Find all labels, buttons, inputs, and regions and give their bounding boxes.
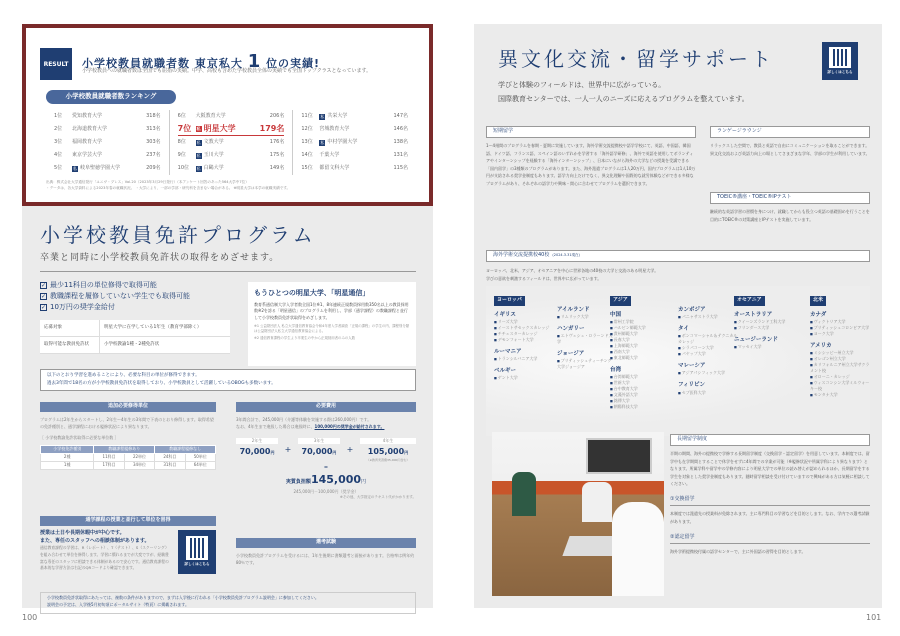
university-item: ■ カリフォルニア州立大学サクラメント校 <box>810 362 870 374</box>
region-tag: アジア <box>610 296 631 306</box>
qr-code-icon <box>186 536 209 560</box>
ranking-row: 10位 私 白鷗大学 149名 <box>177 164 285 171</box>
university-item: ■ ハルビン師範大学 <box>610 325 672 331</box>
ranking-row: 12位 宮城教育大学 146名 <box>301 125 409 132</box>
costs-section: 必要費用 3年間合計で、245,000円（介護等体験を実施する際は260,000円）です。 なお、4年生まで進級した場合は進級時に、100,000円の奨学金が給付されます。 2年生 70,000円 + 3年生 70,000円 + 4年生 105,000円 （※教育実習費35,000円含む） = 実質負担額145,000円 245,000円－100,000円（奨学金） ※その他、大学指定のテキスト代がかかります。 <box>236 403 416 499</box>
university-item: ■ 台湾師範大学 <box>610 374 672 380</box>
country-name: フィリピン <box>678 382 706 389</box>
cost-item: 3年生 70,000円 <box>298 438 340 458</box>
university-item: ■ 文藻外語大学 <box>610 392 672 398</box>
study-section: 通学課程の授業と並行して単位を習得 授業は土日や長期休暇中が中心です。 また、専任のスタッフへの相談体制があります。 通信教育課程の学習は、R（レポート）、T（テスト）、S（スクーリング）を組み合わせて単位を修得します。学習に慣れるまでが大変ですが、経験豊富な専任のスタッフに相談できる体制があるので安心です。通信教育課程の基本的な学習方法は右記のQRコードより確認できます。 詳しくはこちら <box>40 516 216 574</box>
university-item: ■ デモンフォート大学 <box>494 337 551 343</box>
tokyo-private-icon: 私 <box>320 113 325 119</box>
ranking-row: 13位 私 中村学園大学 138名 <box>301 138 409 145</box>
page-title: 異文化交流・留学サポート <box>498 47 774 71</box>
university-item: ■ リーズ大学 <box>494 319 551 325</box>
right-page <box>474 24 882 608</box>
university-item: ■ エトヴェシュ・ロラーンド大学 <box>557 333 614 345</box>
region-tag: 北米 <box>810 296 826 306</box>
result-box <box>22 24 433 206</box>
exam-section: 選考試験 小学校教員免許プログラムを受けるには、1年生後期に書類選考と面接があります。合格率は例年約80％です。 <box>236 539 415 566</box>
long-term-section: 長期留学制度 半期の期間、海外の提携校で学修する長期留学制度（交換留学・認定留学）を用意しています。本制度では、留学中も在学期間とすることで休学をせずに4年間での卒業が可能（※履修状況や所属学科により異なります）となります。所属学科や留学中の学修内容により明星大学での単位の読み替えが認められるほか、長期留学をする学生を対象とした奨学金制度もあります。随時留学相談を受け付けていますので興味がある方は気軽に相談してください。 ①交換留学 本制度では派遣先の授業料が免除されます。主に専門科目の学習などを目的とします。なお、学内での選考試験があります。 ②認定留学 海外学術提携校付属の語学センターで、主に外国語の習得を目的とします。 <box>670 434 870 556</box>
ranking-row: 2位 北海道教育大学 313名 <box>54 125 161 132</box>
country-name: ベルギー <box>494 368 517 374</box>
ranking-label: 小学校教員就職者数ランキング <box>46 90 176 104</box>
tokyo-private-icon: 私 <box>73 165 77 171</box>
ranking-row: 11位 私 共栄大学 147名 <box>301 112 409 119</box>
university-item: ■ ウィスコンシン大学ミルウォーキー校 <box>810 380 870 392</box>
university-item: ■ フリンダース大学 <box>734 325 804 331</box>
notice-box: 以下のとおり学習を進めることにより、必要な科目の単位が修得できます。 過去3年間で18名の方が小学校教員免許状を取得しており、小学校教員として活躍しているOBOGも多数います。 <box>40 369 416 391</box>
university-item: ■ アジアパシフィック大学 <box>678 370 740 376</box>
ranking-row: 3位 福岡教育大学 303名 <box>54 138 161 145</box>
result-title: 小学校教員就職者数 東京私大 1 位の実績! <box>82 51 321 72</box>
country-name: ニュージーランド <box>734 336 778 343</box>
university-item: ■ ボンコマーシャル＆テクニカルカレッジ <box>678 333 740 345</box>
university-item: ■ ブリティッシュティーチング大学ジョージア <box>557 358 614 370</box>
country-name: オーストラリア <box>734 311 773 318</box>
toeic-section: TOEIC®講座・TOEIC®IPテスト 継続的な英語学習の習慣を身につけ、就職してからも役立つ英語の基礎固めを行うことを目的にTOEIC®の対策講座とIPテストを実施しています。 <box>710 192 870 223</box>
ranking-column <box>46 110 170 175</box>
university-item: ■ 上海師範大学 <box>610 343 672 349</box>
page-number-right: 101 <box>866 613 882 622</box>
university-item: ■ 銘傳大学 <box>610 398 672 404</box>
qr-code-link[interactable]: 詳しくはこちら <box>822 42 858 80</box>
checkbox-icon: ✓ <box>41 304 47 311</box>
university-item: ■ ブリティッシュコロンビア大学 <box>810 325 870 331</box>
left-page <box>22 24 433 608</box>
university-item: ■ リムリック大学 <box>557 314 614 320</box>
university-item: ■ マッセイ大学 <box>734 344 804 350</box>
university-item: ■ モンタナ大学 <box>810 392 870 398</box>
ranking-row: 6位 大阪教育大学 206名 <box>177 112 285 119</box>
region-tag: オセアニア <box>734 296 765 306</box>
region-europe <box>494 296 614 381</box>
country-name: タイ <box>678 325 689 332</box>
country-name: 台湾 <box>610 366 622 373</box>
country-name: マレーシア <box>678 363 706 369</box>
university-item: ■ イーストサセックスカレッジ <box>494 325 551 331</box>
lounge-section: ランゲージラウンジ リラックスした空間で、教員と英語で自由にコミュニケーションを取ることができます。異文化交流および英語力向上の場としてさまざまな学年、学部の学生が利用しています。 <box>710 126 870 157</box>
region-north-america <box>810 296 870 398</box>
program-checklist <box>40 280 190 313</box>
checkbox-icon: ✓ <box>41 282 47 289</box>
check-item: ✓ 最少11科目の単位修得で取得可能 <box>41 281 157 290</box>
university-item: ■ パヤップ大学 <box>678 351 740 357</box>
result-badge: RESULT <box>40 48 72 80</box>
credits-section: 追加必要修得単位 プログラムは2年生からスタートし、2年生〜4年生の3年間で下表のとおり修得します。取得希望の免許種別と、通学課程における履修状況により異なります。 ［ 小学校教諭免許状取得に必要な単位数 ］ 小学校免許種別 教職課程履修あり 教職課程履修なし 2種 11科目 22単位 24科目 50単位 1種 17科目 34単位 31科目 64単位 <box>40 402 216 470</box>
tokyo-private-icon: 私 <box>196 152 201 158</box>
region-tag: ヨーロッパ <box>494 296 525 306</box>
classroom-photo <box>492 432 664 596</box>
university-item: ■ 東北師範大学 <box>610 355 672 361</box>
check-item: ✓ 教職課程を履修していない学生でも取得可能 <box>41 292 190 301</box>
country-name: ジョージア <box>557 351 585 357</box>
country-name: 中国 <box>610 311 622 318</box>
tokyo-private-icon: 私 <box>196 139 201 145</box>
program-title: 小学校教員免許プログラム <box>40 223 316 247</box>
university-item: ■ クイーンズランド工科大学 <box>734 319 804 325</box>
country-name: ルーマニア <box>494 348 522 355</box>
university-item: ■ パニャサストラ大学 <box>678 314 740 320</box>
ranking-row: 8位 私 文教大学 176名 <box>177 138 285 145</box>
university-item: ■ セブ医科大学 <box>678 390 740 396</box>
cost-total: = 実質負担額145,000円 245,000円－100,000円（奨学金） <box>285 464 367 494</box>
qr-code-link[interactable]: 詳しくはこちら <box>178 530 216 574</box>
partners-header: 海外学術交流提携校40校 (2024.3.31現在) ヨーロッパ、北米、アジア、オセアニアを中心に世界各地の40校の大学と交流のある明星大学。 学びの意欲を刺激するフィールドは、世界中に広がっています。 <box>486 250 870 282</box>
university-item: ■ 貴州師範大学 <box>610 331 672 337</box>
cost-item: 2年生 70,000円 <box>236 438 278 458</box>
university-item: ■ ミシシッピー州立大学 <box>810 350 870 356</box>
credits-table: 小学校免許種別 教職課程履修あり 教職課程履修なし 2種 11科目 22単位 24科目 50単位 1種 17科目 34単位 31科目 64単位 <box>40 445 216 470</box>
ranking-row: 4位 東京学芸大学 237名 <box>54 151 161 158</box>
university-item: ■ シラパコーン大学 <box>678 345 740 351</box>
result-footnotes: 出典：株式会社大学通信発行「ユニヴ・プレス」Vol.20（2023年3月29日発行）（本アンケート回答のあった564大学中7位） ・データは、各大学資料による2023年春の就職状況。 ・大学により、一部の学部・研究科を含まない場合がある。 ※明星大学は本学の就職実績です。 <box>46 180 291 190</box>
page-number-left: 100 <box>22 613 38 622</box>
world-map <box>486 286 870 436</box>
page-lead: 学びと体験のフィールドは、世界中に広がっている。 国際教育センターでは、一人一人のニーズに応えるプログラムを整えています。 <box>498 81 749 103</box>
country-name: アイルランド <box>557 306 590 313</box>
cost-item: 4年生 105,000円 （※教育実習費35,000円含む） <box>360 438 416 463</box>
university-item: ■ 朝陽科技大学 <box>610 404 672 410</box>
university-item: ■ オローニ・カレッジ <box>810 374 870 380</box>
checkbox-icon: ✓ <box>41 293 47 300</box>
university-item: ■ トランシルバニア大学 <box>494 356 551 362</box>
university-item: ■ 台中教育大学 <box>610 386 672 392</box>
university-item: ■ 世新大学 <box>610 380 672 386</box>
country-name: カンボジア <box>678 306 706 313</box>
ranking-table <box>46 110 416 175</box>
eligibility-table: 応募対象 明星大学に在学している1年生（教育学部除く） 取得可能な教員免許状 小学校教諭1種・2種免許状 <box>40 320 230 354</box>
result-subtitle: 小学校教員への就職者数は全国でも屈指の実績。中学、高校も含めた学校教員全体の実績でも全国トップクラスとなっています。 <box>82 68 372 74</box>
university-item: ■ 常州工学院 <box>610 319 672 325</box>
ranking-row: 7位 私 明星大学 179名 <box>178 123 285 136</box>
ranking-row: 5位 私 岐阜聖徳学園大学 209名 <box>54 164 161 171</box>
tokyo-private-icon: 私 <box>196 126 201 131</box>
university-item: ■ 長春大学 <box>610 337 672 343</box>
ranking-column <box>293 110 416 175</box>
ranking-row: 14位 千葉大学 131名 <box>301 151 409 158</box>
country-name: イギリス <box>494 311 516 318</box>
university-item: ■ オレゴン州立大学 <box>810 356 870 362</box>
briefing-note: 小学校教員免許状取得にあたっては、複数の条件がありますので、まずは入学後に行われる「小学校教員免許プログラム説明会」に参加してください。 説明会の予定は、入学後5月初旬頃にポータルサイト（特頁）に掲載されます。 <box>40 592 416 614</box>
country-name: アメリカ <box>810 342 832 349</box>
tokyo-private-icon: 私 <box>196 165 201 171</box>
university-item: ■ ヨーク大学 <box>810 331 870 337</box>
university-item: ■ ゲント大学 <box>494 375 551 381</box>
country-name: ハンガリー <box>557 325 585 332</box>
ranking-row: 1位 愛知教育大学 318名 <box>54 112 161 119</box>
qr-code-icon <box>829 47 851 68</box>
ranking-row: 9位 私 玉川大学 175名 <box>177 151 285 158</box>
region-asia <box>610 296 740 410</box>
check-item: ✓ 10万円の奨学金給付 <box>41 303 115 312</box>
program-subtitle: 卒業と同時に小学校教員免許状の取得をめざせます。 <box>40 252 416 272</box>
meisei-tsushin-box: もうひとつの明星大学、「明星通信」 教育系通信制大学入学者数全国1位※1、8年連続正規教員採用数350名以上の教員採用数※2を誇る「明星通信」のプログラムを利用し、学部（通学課程）の教職課程と並行して小学校教員免許状取得をめざします。 ※1 公益財団法人 私立大学通信教育協会令和4年度入学者調査「正規の課程」の学生の内、課程別分類は公益財団法人私立大学通信教育協会による。 ※2 通信教育課程の学生より卒業生の中から正規採用者のみの人数 <box>248 282 416 366</box>
university-item: ■ チチェスターカレッジ <box>494 331 551 337</box>
region-oceania <box>734 296 804 350</box>
tokyo-private-icon: 私 <box>320 139 325 145</box>
ranking-column <box>170 110 294 175</box>
short-term-section: 短期留学 1〜4週間のプログラムを春期・夏期に実施しています。海外学術交流提携校や語学学校にて、英語、中国語、韓国語、ドイツ語、フランス語、スペイン語のいずれかを学習する「海外語学研修」、海外で英語を使用してボランティアやインターンシップを経験する「海外インターンシップ」、日本にいながら海外の大学などの授業を受講できる「国内留学」の3種類のプログラムがあります。また、海外派遣プログラムは1人20万円、国内プログラムは1人10万円が支給される奨学金制度もあります。語学力向上だけでなく、異文化理解や国際的な就労体験などができる多様なプログラムがあり、それぞれの語学力や興味・関心に合わせてプログラムを選択できます。 <box>486 126 696 188</box>
university-item: ■ ヴィクトリア大学 <box>810 319 870 325</box>
ranking-row: 15位 都留文科大学 115名 <box>301 164 409 171</box>
university-item: ■ 西南大学 <box>610 349 672 355</box>
country-name: カナダ <box>810 311 827 318</box>
